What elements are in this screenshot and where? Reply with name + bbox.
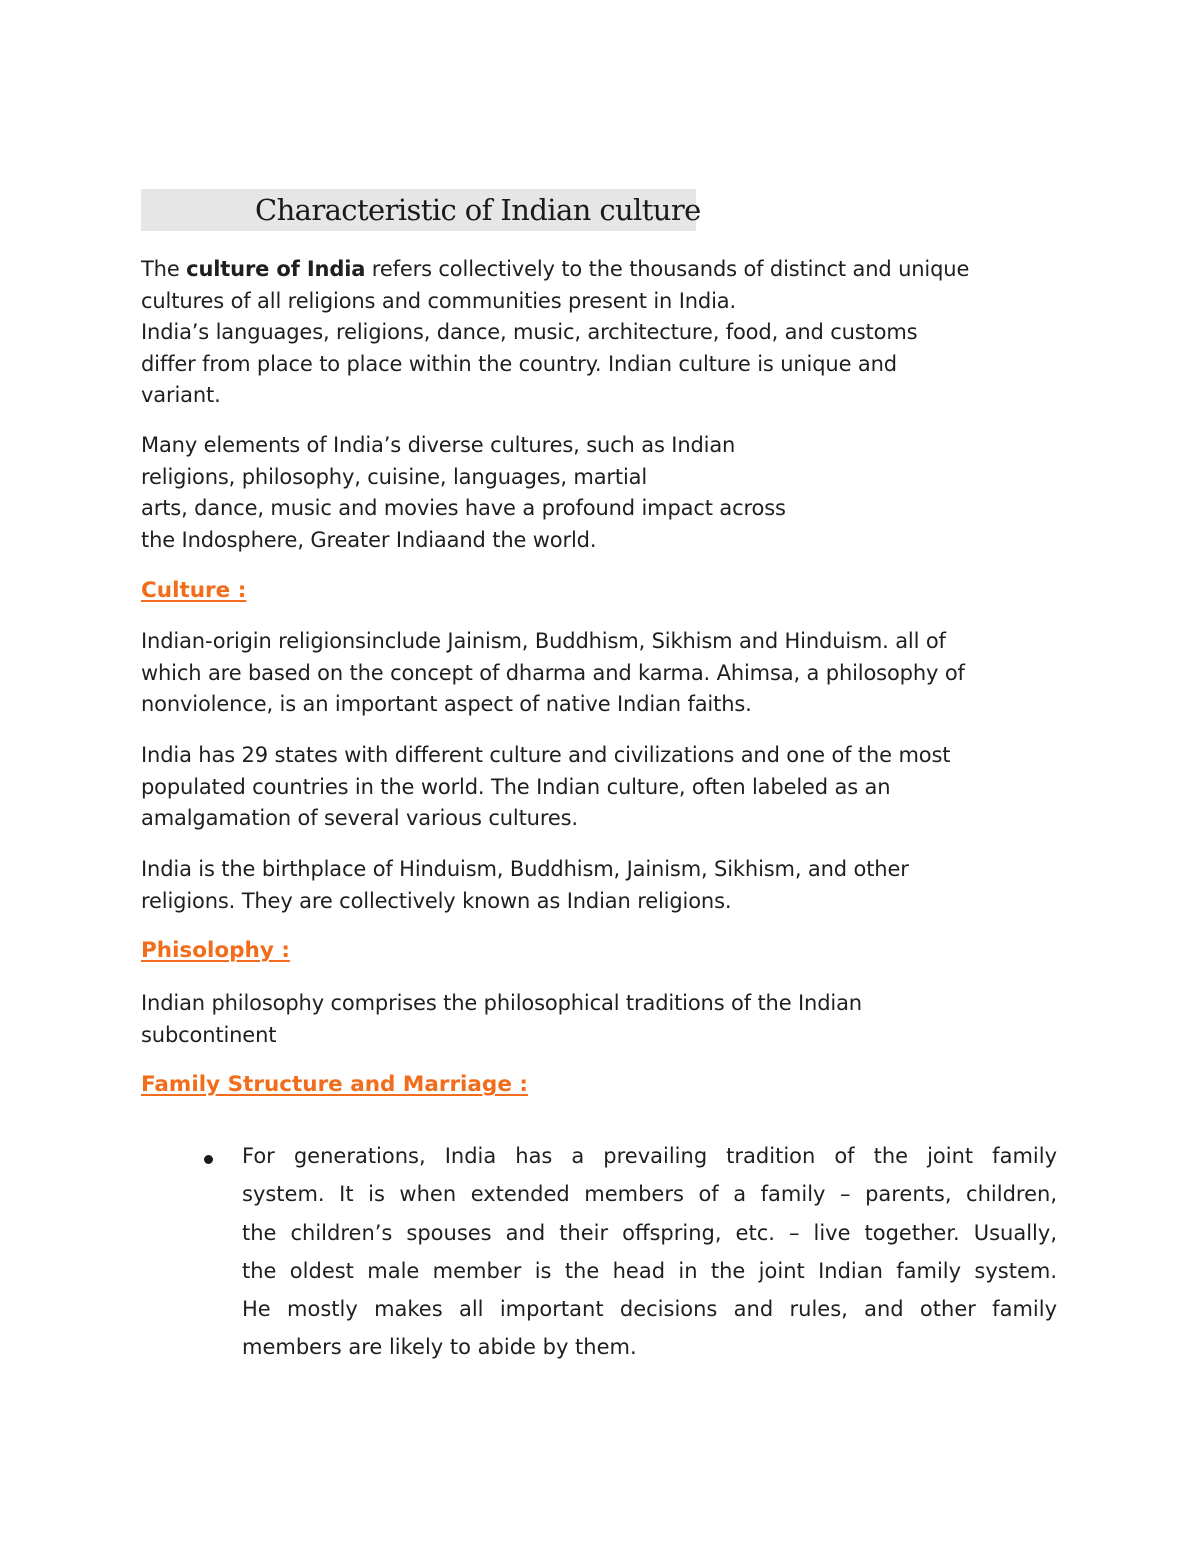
family-bullet-line-4: the oldest male member is the head in the joint Indian family system. xyxy=(242,1258,1057,1283)
intro-text-end: refers collectively to the thousands of distinct and unique xyxy=(365,257,970,281)
family-bullet-line-6: members are likely to abide by them. xyxy=(242,1335,637,1360)
intro-line-5: variant. xyxy=(141,383,221,407)
culture-p1-line-3: nonviolence, is an important aspect of native Indian faiths. xyxy=(141,692,752,716)
culture-p1-line-2: which are based on the concept of dharma and karma. Ahimsa, a philosophy of xyxy=(141,660,965,685)
intro-line-2: cultures of all religions and communities present in India. xyxy=(141,288,737,313)
elements-line-4: the Indosphere, Greater Indiaand the world. xyxy=(141,527,597,552)
culture-p2-line-3: amalgamation of several various cultures. xyxy=(141,806,578,830)
family-bullet-line-2: system. It is when extended members of a family – parents, children, xyxy=(242,1182,1057,1207)
elements-line-1: Many elements of India’s diverse cultures, such as Indian xyxy=(141,433,736,457)
culture-p2-line-1: India has 29 states with different culture and civilizations and one of the most xyxy=(141,743,951,767)
culture-p2-line-2: populated countries in the world. The Indian culture, often labeled as an xyxy=(141,774,891,799)
intro-line-3: India’s languages, religions, dance, music, architecture, food, and customs xyxy=(141,320,918,344)
culture-paragraph-1 xyxy=(141,626,1071,721)
philosophy-line-2: subcontinent xyxy=(141,1022,277,1047)
family-bullet-line-3: the children’s spouses and their offspring, etc. – live together. Usually, xyxy=(242,1220,1057,1245)
culture-p3-line-2: religions. They are collectively known as Indian religions. xyxy=(141,888,732,913)
philosophy-heading: Phisolophy : xyxy=(141,938,290,963)
family-heading: Family Structure and Marriage : xyxy=(141,1072,528,1097)
intro-paragraph xyxy=(141,254,1071,412)
elements-line-3: arts, dance, music and movies have a profound impact across xyxy=(141,496,786,520)
culture-p1-line-1: Indian-origin religionsinclude Jainism, Buddhism, Sikhism and Hinduism. all of xyxy=(141,629,946,653)
intro-line-4: differ from place to place within the country. Indian culture is unique and xyxy=(141,351,897,376)
family-bullet-line-1: For generations, India has a prevailing tradition of the joint family xyxy=(242,1144,1057,1168)
intro-text-start: The xyxy=(141,257,187,281)
philosophy-paragraph xyxy=(141,988,1071,1051)
philosophy-line-1: Indian philosophy comprises the philosophical traditions of the Indian xyxy=(141,991,862,1015)
intro-line-1 xyxy=(141,254,1071,286)
family-bullet-line-5: He mostly makes all important decisions and rules, and other family xyxy=(242,1297,1057,1322)
elements-paragraph xyxy=(141,430,1071,556)
bullet-dot-icon xyxy=(204,1155,213,1164)
page-title: Characteristic of Indian culture xyxy=(255,193,701,227)
family-bullet-text xyxy=(242,1137,1057,1367)
culture-p3-line-1: India is the birthplace of Hinduism, Buddhism, Jainism, Sikhism, and other xyxy=(141,857,909,881)
intro-bold-term: culture of India xyxy=(186,257,366,281)
culture-paragraph-3 xyxy=(141,854,1071,917)
title-highlight xyxy=(141,189,701,231)
culture-heading: Culture : xyxy=(141,578,247,603)
culture-paragraph-2 xyxy=(141,740,1071,835)
elements-line-2: religions, philosophy, cuisine, languages, martial xyxy=(141,464,648,489)
